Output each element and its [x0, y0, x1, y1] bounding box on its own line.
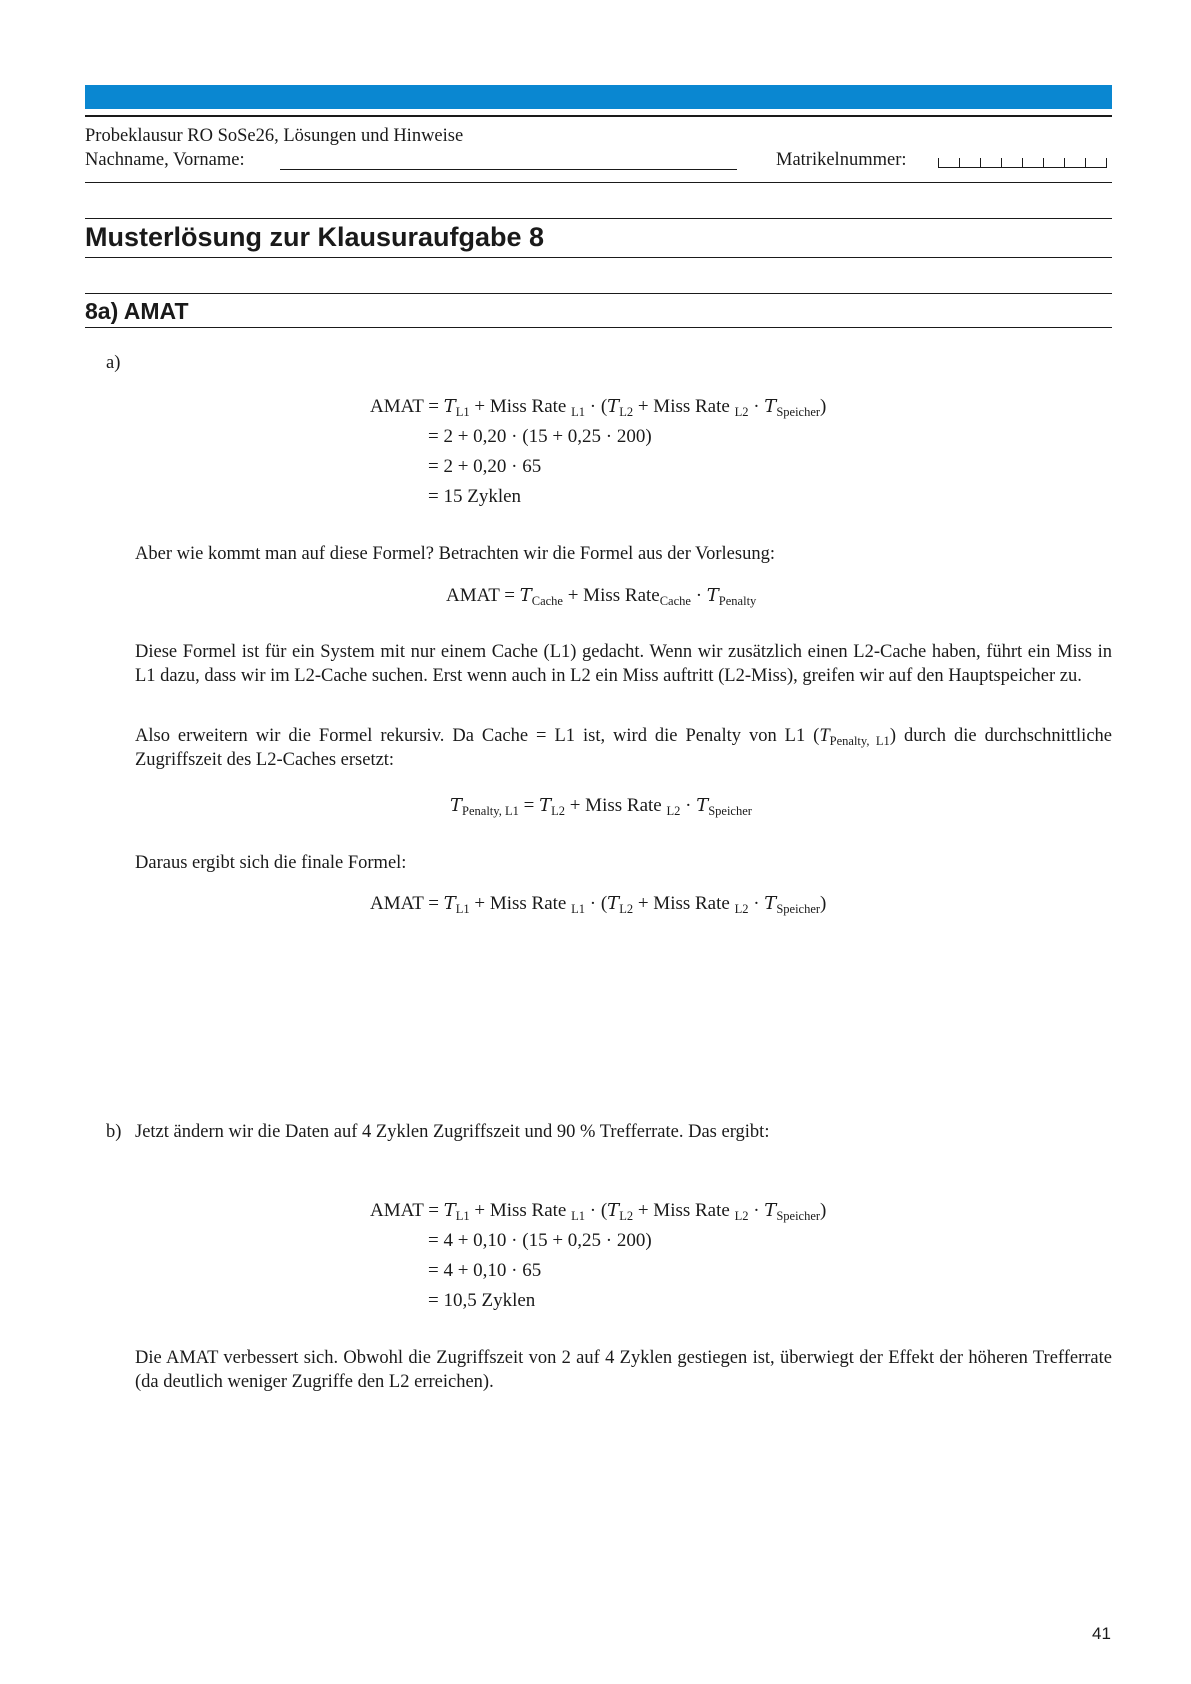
- header-top-rule: [85, 115, 1112, 117]
- header-bottom-rule: [85, 182, 1112, 183]
- amat-b-calc-line-2: = 4 + 0,10 · (15 + 0,25 · 200): [428, 1230, 652, 1251]
- matrikel-label: Matrikelnummer:: [776, 150, 907, 170]
- header-color-bar: [85, 85, 1112, 109]
- part-a-label: a): [106, 353, 121, 373]
- paragraph-conclusion: Die AMAT verbessert sich. Obwohl die Zugriffszeit von 2 auf 4 Zyklen gestiegen ist, überwiegt der Effekt der höheren Trefferrate (da deutlich weniger Zugriffe den L2 erreichen).: [135, 1348, 1112, 1392]
- amat-calc-result: = 15 Zyklen: [428, 486, 522, 507]
- section-rule-bottom: [85, 257, 1112, 258]
- page-number: 41: [1092, 1624, 1111, 1643]
- section-rule-top: [85, 218, 1112, 219]
- final-formula: AMAT = $T_{L1}$ + Miss Rate $_{L1} \cdot (T_{L2}$ + Miss Rate $_{L2} \cdot T_{Speicher}$): [370, 893, 827, 916]
- penalty-formula: $T_{Penalty, L1} = T_{L2}$ + Miss Rate $_{L2} \cdot T_{Speicher}$: [450, 795, 752, 818]
- section-title: Musterlösung zur Klausuraufgabe 8: [85, 222, 545, 252]
- name-label: Nachname, Vorname:: [85, 150, 245, 170]
- lecture-formula: AMAT = $T_{Cache}$ + Miss Rate$_{Cache}$ · $T_{Penalty}$: [446, 585, 757, 608]
- amat-calc-line-3: = 2 + 0,20 · 65: [428, 456, 542, 477]
- paragraph-question: Aber wie kommt man auf diese Formel? Betrachten wir die Formel aus der Vorlesung:: [135, 544, 775, 564]
- amat-calc-line-2: = 2 + 0,20 · (15 + 0,25 · 200): [428, 426, 652, 447]
- amat-b-calc-result: = 10,5 Zyklen: [428, 1290, 536, 1311]
- matrikel-boxes: [938, 158, 1107, 168]
- paragraph-recursive: Also erweitern wir die Formel rekursiv. Da Cache = L1 ist, wird die Penalty von L1 $(T_{Penalty, L1})$ durch die durchschnittliche Zugriffszeit des L2-Caches ersetzt:: [135, 726, 1112, 770]
- subsection-title: 8a) AMAT: [85, 298, 189, 324]
- subsection-rule-top: [85, 293, 1112, 294]
- name-field-line: [280, 169, 737, 170]
- amat-formula-b: AMAT = $T_{L1}$ + Miss Rate $_{L1} \cdot (T_{L2}$ + Miss Rate $_{L2} \cdot T_{Speicher}$): [370, 1200, 827, 1223]
- part-b-label: b): [106, 1122, 122, 1142]
- amat-formula-line: AMAT = $T_{L1}$ + Miss Rate $_{L1} \cdot (T_{L2}$ + Miss Rate $_{L2} \cdot T_{Speicher}$): [370, 396, 827, 419]
- part-b-intro: Jetzt ändern wir die Daten auf 4 Zyklen Zugriffszeit und 90 % Trefferrate. Das ergibt:: [135, 1122, 770, 1142]
- paragraph-final-formula: Daraus ergibt sich die finale Formel:: [135, 853, 407, 873]
- amat-b-calc-line-3: = 4 + 0,10 · 65: [428, 1260, 542, 1281]
- subsection-rule-bottom: [85, 327, 1112, 328]
- exam-title: Probeklausur RO SoSe26, Lösungen und Hinweise: [85, 126, 464, 146]
- paragraph-single-cache: Diese Formel ist für ein System mit nur einem Cache (L1) gedacht. Wenn wir zusätzlich einen L2-Cache haben, führt ein Miss in L1 dazu, dass wir im L2-Cache suchen. Erst wenn auch in L2 ein Miss auftritt (L2-Miss), greifen wir auf den Hauptspeicher zu.: [135, 642, 1112, 686]
